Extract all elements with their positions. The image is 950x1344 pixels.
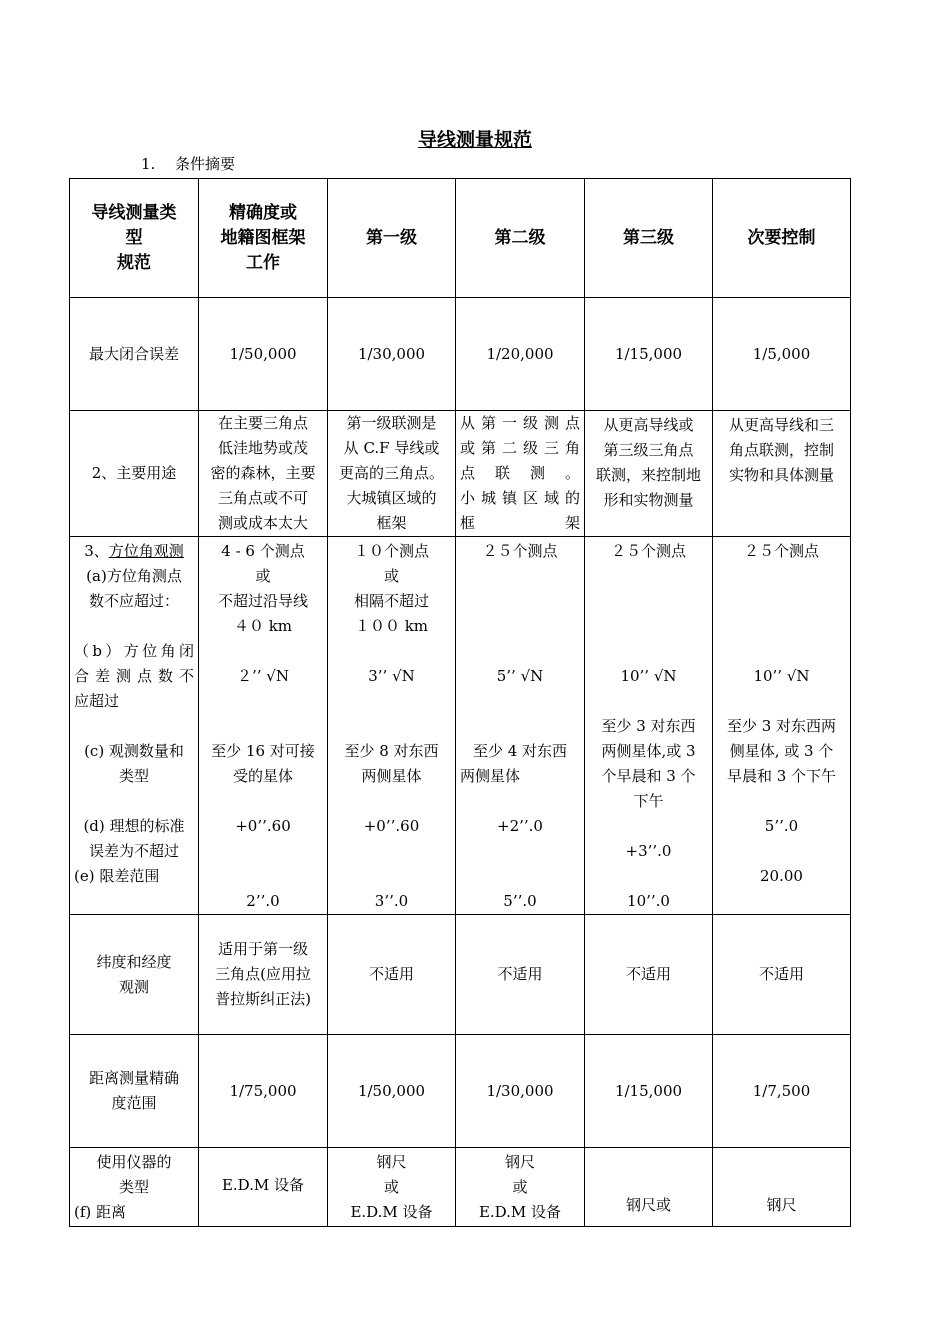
text-line: 至少 16 对可接 (211, 742, 315, 760)
instrument-cell: 钢尺 (713, 1148, 851, 1227)
text-line: １００ km (354, 617, 429, 635)
azimuth-label (70, 537, 199, 915)
spacer (460, 689, 580, 714)
text-line: （b）方位角闭 (74, 642, 194, 660)
text-line: +2’’.0 (497, 817, 543, 835)
text-line: 至少 4 对东西 (472, 742, 568, 760)
text-line: 实物和具体测量 (728, 466, 834, 484)
text-line: 5’’.0 (764, 817, 799, 835)
text-line: 测或成本太大 (217, 514, 308, 532)
text-line: 个早晨和 3 个 (601, 767, 696, 785)
distance-value: 1/7,500 (713, 1035, 851, 1148)
instrument-cell (328, 1148, 456, 1227)
azimuth-prefix: 3、 (84, 542, 109, 560)
distance-value: 1/50,000 (328, 1035, 456, 1148)
spacer (74, 714, 194, 739)
spacer (203, 864, 323, 889)
text-line: 至少 3 对东西两 (726, 717, 837, 735)
header-line: 精确度或 (229, 202, 297, 223)
spacer (589, 639, 708, 664)
closure-value: 1/20,000 (456, 298, 585, 411)
spacer (460, 839, 580, 864)
header-row (70, 179, 851, 298)
text-line: (d) 理想的标准 (83, 817, 185, 835)
distance-value: 1/75,000 (199, 1035, 328, 1148)
text-line: 10’’ √N (620, 667, 677, 685)
spacer (589, 614, 708, 639)
text-line: (c) 观测数量和 (84, 742, 184, 760)
header-line: 工作 (246, 252, 280, 273)
spacer (460, 864, 580, 889)
spacer (460, 789, 580, 814)
text-line: 相隔不超过 (353, 592, 429, 610)
page-title: 导线测量规范 (417, 129, 532, 151)
text-line: 或 (255, 567, 271, 585)
text-line: 纬度和经度 (96, 952, 172, 971)
text-line: 使用仪器的 (96, 1152, 172, 1171)
spacer (589, 689, 708, 714)
text-line: 合差测点数不 (74, 667, 194, 685)
text-line: 观测 (118, 977, 149, 996)
text-line: 误差为不超过 (88, 842, 179, 860)
text-line: 或 (512, 1177, 528, 1196)
text-line: 三角点(应用拉 (215, 965, 311, 983)
text-line: 适用于第一级 (217, 940, 308, 958)
text-line: +3’’.0 (625, 842, 672, 860)
header-type-cell (70, 179, 199, 298)
instrument-row (70, 1148, 851, 1227)
text-line: 从 C.F 导线或 (343, 439, 440, 457)
spacer (203, 689, 323, 714)
spacer (460, 639, 580, 664)
text-line: 普拉斯纠正法) (215, 990, 311, 1008)
main-use-cell (328, 411, 456, 537)
spacer (717, 839, 846, 864)
traverse-spec-table (69, 178, 851, 1227)
spacer (717, 639, 846, 664)
text-line: 类型 (118, 1177, 149, 1196)
spacer (717, 564, 846, 589)
text-line: +0’’.60 (363, 817, 420, 835)
header-line: 地籍图框架 (220, 227, 306, 248)
text-line: 第一级联测是 (346, 414, 437, 432)
text-line: 受的星体 (232, 767, 293, 785)
latlon-cell: 不适用 (328, 915, 456, 1035)
text-line: 距离测量精确 (88, 1069, 179, 1087)
text-line: 框架 (460, 514, 580, 532)
text-line: １０个测点 (353, 542, 429, 560)
azimuth-cell (456, 537, 585, 915)
text-line: 小城镇区域的 (460, 489, 580, 507)
instrument-cell (456, 1148, 585, 1227)
text-line: 至少 3 对东西 (601, 717, 696, 735)
text-line: 20.00 (760, 867, 803, 885)
spacer (717, 589, 846, 614)
text-line: E.D.M 设备 (478, 1202, 562, 1221)
latlon-row (70, 915, 851, 1035)
spacer (717, 689, 846, 714)
text-line: E.D.M 设备 (221, 1175, 305, 1194)
text-line: (e) 限差范围 (74, 867, 160, 885)
text-line: 4 - 6 个测点 (221, 542, 305, 560)
text-line: 至少 8 对东西 (344, 742, 439, 760)
closure-value: 1/30,000 (328, 298, 456, 411)
distance-value: 1/15,000 (585, 1035, 713, 1148)
latlon-cell: 不适用 (585, 915, 713, 1035)
header-line: 型 (125, 227, 143, 248)
text-line: (f) 距离 (74, 1202, 127, 1221)
text-line: 类型 (118, 767, 149, 785)
text-line: 2’’.0 (246, 892, 280, 910)
spacer (74, 614, 194, 639)
azimuth-cell (199, 537, 328, 915)
text-line: 两侧星体 (460, 767, 521, 785)
closure-value: 1/5,000 (713, 298, 851, 411)
text-line: 大城镇区域的 (346, 489, 437, 507)
text-line: 不超过沿导线 (217, 592, 308, 610)
spacer (332, 639, 451, 664)
text-line: 或 (383, 567, 399, 585)
main-use-cell (456, 411, 585, 537)
text-line: 联测，来控制地 (595, 466, 701, 484)
main-use-cell (585, 411, 713, 537)
header-line: 导线测量类 (91, 202, 177, 223)
spacer (203, 839, 323, 864)
azimuth-cell (713, 537, 851, 915)
text-line: 密的森林，主要 (210, 464, 316, 482)
text-line: 数不应超过： (88, 592, 179, 610)
closure-label: 最大闭合误差 (70, 298, 199, 411)
main-use-label: 2、主要用途 (70, 411, 199, 537)
spacer (589, 589, 708, 614)
spacer (332, 864, 451, 889)
text-line: ２５个测点 (743, 542, 819, 560)
azimuth-row (70, 537, 851, 915)
text-line: 在主要三角点 (217, 414, 308, 432)
text-line: 框架 (376, 514, 407, 532)
spacer (203, 1198, 323, 1202)
spacer (589, 814, 708, 839)
text-line: 度范围 (111, 1094, 157, 1112)
azimuth-title: 方位角观测 (108, 542, 184, 560)
spacer (460, 589, 580, 614)
text-line: 5’’.0 (503, 892, 537, 910)
text-line: ４０ km (233, 617, 293, 635)
text-line: 钢尺 (504, 1152, 535, 1171)
spacer (589, 864, 708, 889)
header-third-order: 第三级 (585, 179, 713, 298)
header-minor-control: 次要控制 (713, 179, 851, 298)
text-line: 或 (383, 1177, 399, 1196)
azimuth-heading (74, 539, 194, 564)
text-line: +0’’.60 (235, 817, 291, 835)
text-line: 角点联测，控制 (728, 441, 834, 459)
azimuth-cell (585, 537, 713, 915)
text-line: 两侧星体 (361, 767, 422, 785)
text-line: 点联测。 (460, 464, 580, 482)
spacer (203, 789, 323, 814)
section-heading (141, 153, 235, 175)
text-line: 10’’.0 (627, 892, 670, 910)
instrument-cell: 钢尺或 (585, 1148, 713, 1227)
text-line: 应超过 (74, 692, 120, 710)
section-label: 条件摘要 (175, 155, 236, 173)
azimuth-cell (328, 537, 456, 915)
text-line: ２５个测点 (482, 542, 558, 560)
text-line: 形和实物测量 (603, 491, 694, 509)
instrument-cell (199, 1148, 328, 1227)
text-line: ２５个测点 (610, 542, 686, 560)
text-line: 侧星体, 或 3 个 (729, 742, 834, 760)
text-line: 10’’ √N (753, 667, 810, 685)
text-line: 更高的三角点。 (338, 464, 444, 482)
text-line: 两侧星体,或 3 (601, 742, 696, 760)
text-line: 5’’ √N (496, 667, 544, 685)
header-first-order: 第一级 (328, 179, 456, 298)
spacer (460, 564, 580, 589)
spacer (460, 714, 580, 739)
spacer (717, 614, 846, 639)
instrument-label (70, 1148, 199, 1227)
main-use-cell (199, 411, 328, 537)
spacer (74, 789, 194, 814)
text-line: 钢尺 (376, 1152, 407, 1171)
text-line: 3’’.0 (374, 892, 409, 910)
text-line: 3’’ √N (368, 667, 415, 685)
text-line: E.D.M 设备 (350, 1202, 433, 1221)
spacer (332, 689, 451, 714)
text-line: 从更高导线或 (603, 416, 694, 434)
text-line: 或第二级三角 (460, 439, 580, 457)
text-line: (a)方位角测点 (86, 567, 182, 585)
header-line: 规范 (117, 252, 151, 273)
spacer (203, 714, 323, 739)
header-second-order: 第二级 (456, 179, 585, 298)
text-line: 三角点或不可 (217, 489, 308, 507)
header-cadastral-cell (199, 179, 328, 298)
closure-value: 1/15,000 (585, 298, 713, 411)
text-line: 下午 (633, 792, 664, 810)
text-line: ２’’ √N (237, 667, 289, 685)
latlon-cell: 不适用 (456, 915, 585, 1035)
latlon-cell: 不适用 (713, 915, 851, 1035)
main-use-row (70, 411, 851, 537)
spacer (460, 614, 580, 639)
text-line: 从更高导线和三 (728, 416, 834, 434)
latlon-label (70, 915, 199, 1035)
latlon-cell (199, 915, 328, 1035)
spacer (589, 564, 708, 589)
distance-value: 1/30,000 (456, 1035, 585, 1148)
spacer (203, 639, 323, 664)
text-line: 第三级三角点 (603, 441, 694, 459)
text-line: 早晨和 3 个下午 (726, 767, 837, 785)
section-number: 1. (141, 155, 156, 173)
spacer (332, 714, 451, 739)
spacer (717, 789, 846, 814)
text-line: 低洼地势或茂 (217, 439, 308, 457)
spacer (332, 789, 451, 814)
main-use-cell (713, 411, 851, 537)
text-line: 从第一级测点 (460, 414, 580, 432)
spacer (332, 839, 451, 864)
closure-row (70, 298, 851, 411)
distance-row (70, 1035, 851, 1148)
closure-value: 1/50,000 (199, 298, 328, 411)
distance-label (70, 1035, 199, 1148)
